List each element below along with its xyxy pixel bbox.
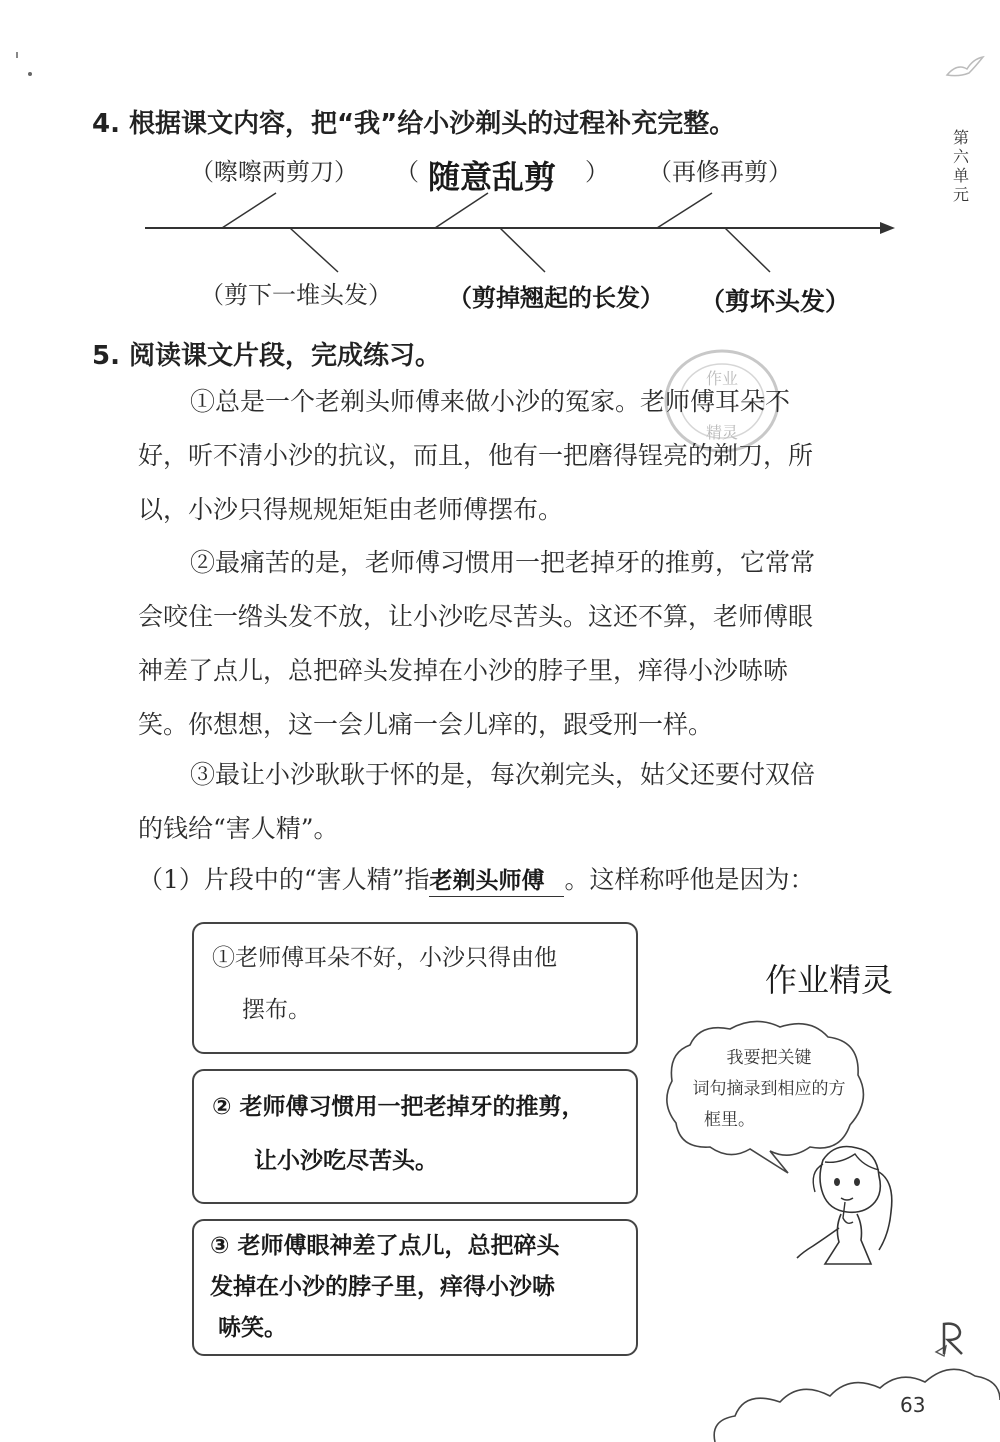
timeline-label-top-2: （再修再剪）	[648, 158, 792, 186]
timeline-label-bottom-1: （剪下一堆头发）	[200, 281, 392, 309]
timeline-branch-bottom-1	[290, 228, 338, 272]
timeline-label-top-1: （嚓嚓两剪刀）	[190, 158, 358, 186]
timeline-branch-top-1	[222, 193, 276, 228]
sub-question-1-suffix: 。这样称呼他是因为：	[564, 865, 815, 894]
timeline-branch-top-3	[657, 193, 712, 228]
passage-line: ③最让小沙耿耿于怀的是，每次剃完头，姑父还要付双倍	[190, 760, 816, 789]
svg-text:作业: 作业	[705, 369, 739, 388]
passage-line: 以，小沙只得规规矩矩由老师傅摆布。	[138, 495, 564, 524]
timeline-arrowhead	[880, 222, 895, 234]
speech-bubble-text	[676, 1043, 862, 1136]
girl-illustration	[795, 1142, 905, 1272]
passage-paragraph-3	[138, 748, 918, 856]
question-5-title: 5. 阅读课文片段，完成练习。	[92, 341, 442, 371]
passage-line: 笑。你想想，这一会儿痛一会儿痒的，跟受刑一样。	[138, 710, 714, 739]
timeline-answer-top: 随意乱剪	[428, 158, 557, 196]
timeline-diagram	[0, 0, 1000, 300]
passage-line: ②最痛苦的是，老师傅习惯用一把老掉牙的推剪，它常常	[190, 548, 816, 577]
passage-line: 好，听不清小沙的抗议，而且，他有一把磨得锃亮的剃刀，所	[138, 441, 814, 470]
passage-line: ①总是一个老剃头师傅来做小沙的冤家。老师傅耳朵不	[190, 387, 791, 416]
timeline-branch-bottom-2	[500, 228, 545, 272]
timeline-paren-open: （	[395, 158, 419, 186]
unit-side-tab: 第六单元	[952, 128, 969, 204]
bubble-line: 词句摘录到相应的方	[692, 1079, 846, 1099]
sub-question-1-prefix: （1）片段中的“害人精”指	[138, 865, 430, 894]
answer-box-1-line-2: 摆布。	[242, 997, 311, 1023]
timeline-answer-bottom-2: （剪坏头发）	[700, 287, 851, 316]
bubble-line: 我要把关键	[726, 1048, 812, 1068]
answer-box-3-line-3: 哧笑。	[218, 1315, 287, 1341]
passage-line: 会咬住一绺头发不放，让小沙吃尽苦头。这还不算，老师傅眼	[138, 602, 814, 631]
sub-question-1-answer: 老剃头师傅	[429, 866, 564, 897]
sub-question-1	[138, 853, 918, 907]
timeline-answer-bottom-1: （剪掉翘起的长发）	[448, 284, 664, 312]
passage-paragraph-2	[138, 536, 918, 752]
answer-box-2-line-2: 让小沙吃尽苦头。	[254, 1148, 438, 1174]
publisher-logo-icon	[938, 1318, 968, 1358]
question-4-title: 4. 根据课文内容，把“我”给小沙剃头的过程补充完整。	[92, 109, 736, 139]
passage-paragraph-1	[138, 375, 918, 537]
timeline-branch-top-2	[435, 193, 488, 228]
answer-box-3-line-1: ③ 老师傅眼神差了点儿，总把碎头	[210, 1233, 560, 1259]
answer-box-2-line-1: ② 老师傅习惯用一把老掉牙的推剪，	[212, 1094, 585, 1120]
timeline-paren-close: ）	[585, 158, 609, 186]
answer-box-3-line-2: 发掉在小沙的脖子里，痒得小沙哧	[210, 1274, 555, 1300]
page-number: 63	[900, 1393, 926, 1417]
passage-line: 神差了点儿，总把碎头发掉在小沙的脖子里，痒得小沙哧哧	[138, 656, 789, 685]
svg-text:精灵: 精灵	[705, 423, 739, 442]
answer-box-3	[192, 1219, 638, 1356]
answer-box-2	[192, 1069, 638, 1204]
passage-line: 的钱给“害人精”。	[138, 814, 339, 843]
bubble-line: 框里。	[704, 1110, 755, 1130]
answer-box-1-line-1: ①老师傅耳朵不好，小沙只得由他	[212, 945, 557, 971]
handwritten-signature: 作业精灵	[765, 961, 894, 999]
answer-box-1	[192, 922, 638, 1054]
timeline-branch-bottom-3	[725, 228, 770, 272]
